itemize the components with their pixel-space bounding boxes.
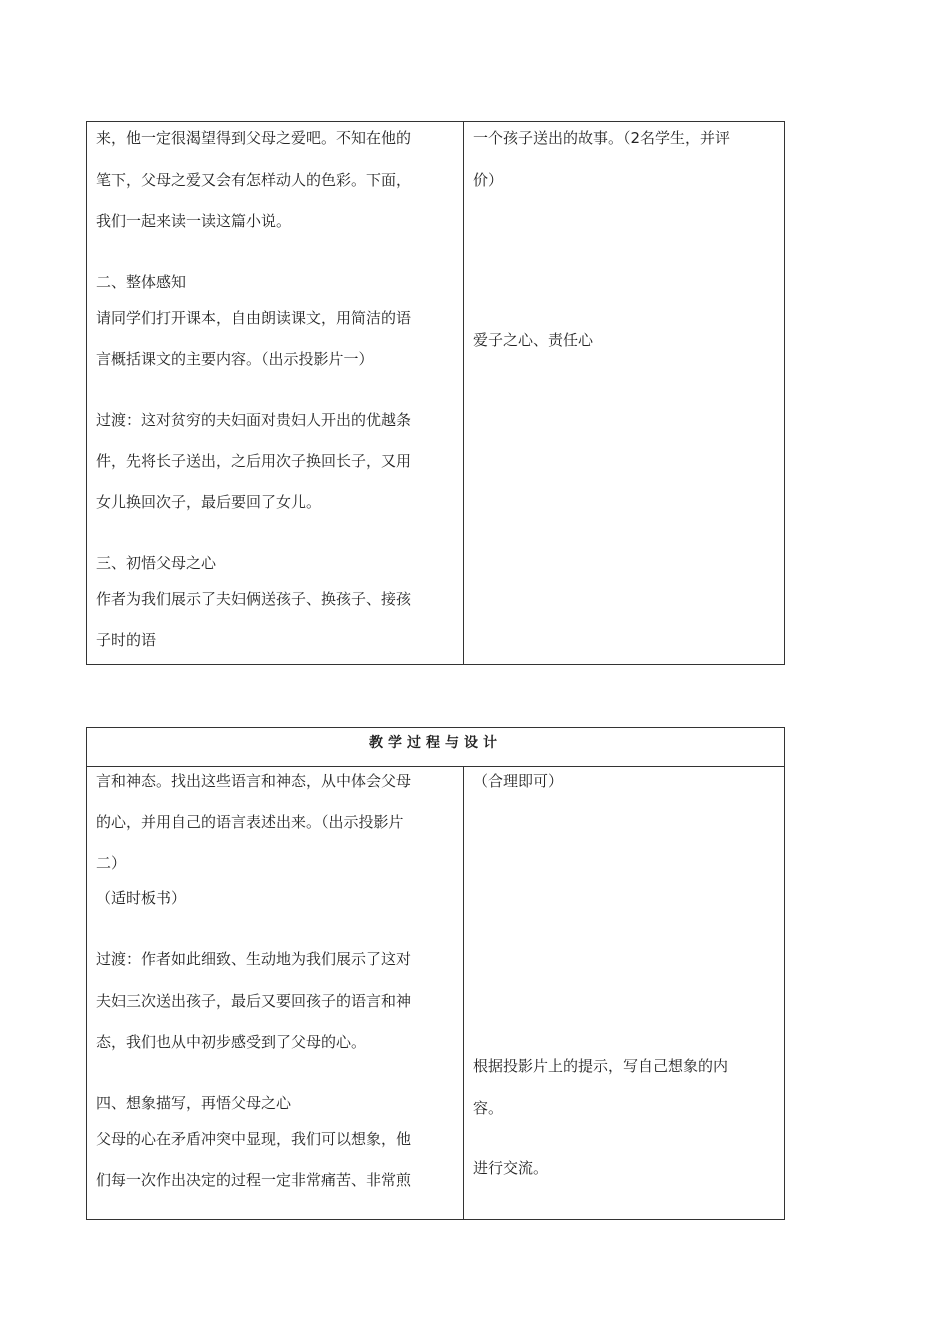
text-line: 过渡：作者如此细致、生动地为我们展示了这对 <box>96 950 412 968</box>
text-line: 来，他一定很渴望得到父母之爱吧。不知在他的 <box>96 129 412 147</box>
text-line: 的心，并用自己的语言表述出来。（出示投影片 <box>96 813 404 831</box>
text-line: 爱子之心、责任心 <box>473 331 594 349</box>
text-line: 进行交流。 <box>473 1159 549 1177</box>
text-line: 二） <box>96 854 127 872</box>
text-line: 我们一起来读一读这篇小说。 <box>96 212 292 230</box>
section-heading: 四、想象描写，再悟父母之心 <box>96 1094 292 1112</box>
text-line: 女儿换回次子，最后要回了女儿。 <box>96 493 322 511</box>
text-line: 价） <box>473 171 504 189</box>
text-line: 过渡：这对贫穷的夫妇面对贵妇人开出的优越条 <box>96 411 412 429</box>
column-divider <box>463 766 464 1219</box>
text-line: 们每一次作出决定的过程一定非常痛苦、非常煎 <box>96 1171 412 1189</box>
lesson-table-2 <box>86 727 785 1220</box>
text-line: 父母的心在矛盾冲突中显现，我们可以想象，他 <box>96 1130 412 1148</box>
text-line: 态，我们也从中初步感受到了父母的心。 <box>96 1033 367 1051</box>
text-line: 作者为我们展示了夫妇俩送孩子、换孩子、接孩 <box>96 590 412 608</box>
section-heading: 三、初悟父母之心 <box>96 554 217 572</box>
text-line: 言概括课文的主要内容。（出示投影片一） <box>96 350 374 368</box>
text-line: 笔下，父母之爱又会有怎样动人的色彩。下面， <box>96 171 412 189</box>
lesson-table-1 <box>86 121 785 665</box>
text-line: 请同学们打开课本，自由朗读课文，用简洁的语 <box>96 309 412 327</box>
column-divider <box>463 122 464 664</box>
text-line: 根据投影片上的提示，写自己想象的内 <box>473 1057 729 1075</box>
table-header: 教学过程与设计 <box>87 728 784 767</box>
text-line: 子时的语 <box>96 631 157 649</box>
text-line: （适时板书） <box>96 889 187 907</box>
text-line: 件，先将长子送出，之后用次子换回长子，又用 <box>96 452 412 470</box>
text-line: 言和神态。找出这些语言和神态，从中体会父母 <box>96 772 412 790</box>
text-line: （合理即可） <box>473 772 564 790</box>
section-heading: 二、整体感知 <box>96 273 187 291</box>
text-line: 夫妇三次送出孩子，最后又要回孩子的语言和神 <box>96 992 412 1010</box>
text-line: 一个孩子送出的故事。（2名学生，并评 <box>473 129 731 147</box>
text-line: 容。 <box>473 1099 504 1117</box>
